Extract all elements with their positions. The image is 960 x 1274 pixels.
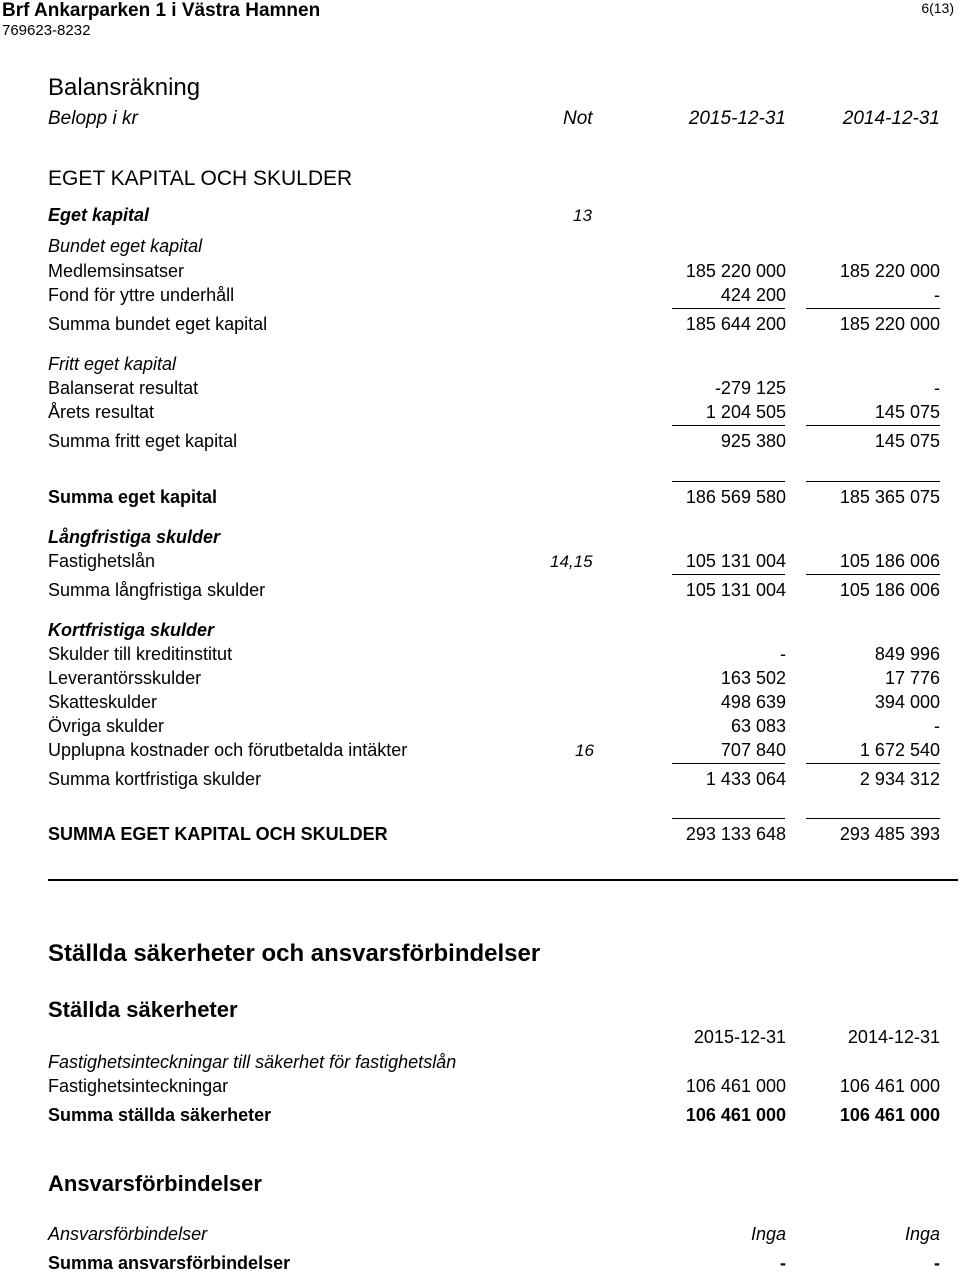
table-row-value-2014: 17 776 [884,668,940,688]
table-row-label: Fond för yttre underhåll [48,285,235,305]
contingent-sum-2015: - [780,1253,786,1273]
column-header-year-2015: 2015-12-31 [688,108,786,129]
long-term-sum-label: Summa långfristiga skulder [48,580,266,600]
bound-equity-heading: Bundet eget kapital [48,236,203,256]
table-row-value-2014: 106 461 000 [839,1076,940,1096]
sum-divider [806,818,940,819]
table-row-value-2015: 63 083 [730,716,786,736]
table-row-value-2014: 1 672 540 [859,740,940,760]
table-row-label: Årets resultat [48,402,155,422]
table-row-value-2014: - [934,285,940,305]
column-header-label: Belopp i kr [48,108,138,129]
short-term-liabilities-heading: Kortfristiga skulder [48,620,215,640]
long-term-liabilities-heading: Långfristiga skulder [48,527,221,547]
short-term-sum-2015: 1 433 064 [705,769,786,789]
pledged-year-2014: 2014-12-31 [847,1027,940,1047]
organization-number: 769623-8232 [2,22,91,39]
bound-equity-sum-2015: 185 644 200 [685,314,786,334]
sum-divider [672,308,785,309]
bound-equity-sum-label: Summa bundet eget kapital [48,314,268,334]
pledged-sum-label: Summa ställda säkerheter [48,1105,272,1125]
equity-heading: Eget kapital [48,205,150,225]
section-title-equity-liabilities: EGET KAPITAL OCH SKULDER [48,167,353,190]
table-row-value-2015: 163 502 [720,668,786,688]
pledged-subtitle: Ställda säkerheter [48,997,238,1022]
pledged-sum-2015: 106 461 000 [685,1105,786,1125]
table-row-value-2015: 1 204 505 [705,402,786,422]
sum-divider [672,574,785,575]
table-row-label: Ansvarsförbindelser [48,1224,208,1244]
free-equity-sum-label: Summa fritt eget kapital [48,431,238,451]
table-row-label: Medlemsinsatser [48,261,185,281]
equity-total-2015: 186 569 580 [685,487,786,507]
table-row-value-2015: Inga [750,1224,786,1244]
long-term-sum-2015: 105 131 004 [685,580,786,600]
sum-divider [672,481,785,482]
table-row-label: Skulder till kreditinstitut [48,644,233,664]
contingent-sum-label: Summa ansvarsförbindelser [48,1253,291,1273]
contingent-subtitle: Ansvarsförbindelser [48,1171,262,1196]
grand-total-2014: 293 485 393 [839,824,940,844]
table-row-value-2014: 185 220 000 [839,261,940,281]
free-equity-sum-2015: 925 380 [720,431,786,451]
bound-equity-sum-2014: 185 220 000 [839,314,940,334]
table-row-value-2015: -279 125 [714,378,786,398]
table-row-note: 16 [575,741,594,760]
sum-divider [806,574,940,575]
pledged-year-2015: 2015-12-31 [693,1027,786,1047]
long-term-sum-2014: 105 186 006 [839,580,940,600]
table-row-value-2015: - [780,644,786,664]
sum-divider [672,818,785,819]
table-row-value-2014: 849 996 [874,644,940,664]
table-row-value-2014: 105 186 006 [839,551,940,571]
table-row-value-2015: 185 220 000 [685,261,786,281]
table-row-label: Balanserat resultat [48,378,199,398]
equity-total-2014: 185 365 075 [839,487,940,507]
equity-total-label: Summa eget kapital [48,487,218,507]
sum-divider [806,425,940,426]
free-equity-sum-2014: 145 075 [874,431,940,451]
sum-divider [672,763,785,764]
table-row-label: Upplupna kostnader och förutbetalda intäkter [48,740,408,760]
short-term-sum-2014: 2 934 312 [859,769,940,789]
table-row-value-2014: Inga [904,1224,940,1244]
pledged-sum-2014: 106 461 000 [839,1105,940,1125]
grand-total-2015: 293 133 648 [685,824,786,844]
pledged-group-heading: Fastighetsinteckningar till säkerhet för fastighetslån [48,1052,457,1072]
column-header-note: Not [563,108,593,129]
table-row-label: Fastighetslån [48,551,156,571]
sum-divider [672,425,785,426]
section-divider [48,879,958,881]
sum-divider [806,763,940,764]
free-equity-heading: Fritt eget kapital [48,354,177,374]
pledged-section-title: Ställda säkerheter och ansvarsförbindelser [48,940,541,967]
page-title: Balansräkning [48,74,201,101]
table-row-label: Leverantörsskulder [48,668,202,688]
table-row-value-2015: 707 840 [720,740,786,760]
table-row-value-2015: 106 461 000 [685,1076,786,1096]
table-row-label: Övriga skulder [48,716,165,736]
table-row-value-2015: 424 200 [720,285,786,305]
table-row-value-2014: 394 000 [874,692,940,712]
table-row-label: Skatteskulder [48,692,158,712]
sum-divider [806,308,940,309]
organization-name: Brf Ankarparken 1 i Västra Hamnen [2,0,321,21]
short-term-sum-label: Summa kortfristiga skulder [48,769,262,789]
table-row-value-2014: - [934,378,940,398]
table-row-value-2015: 105 131 004 [685,551,786,571]
table-row-note: 14,15 [550,552,593,571]
page-number: 6(13) [921,0,954,16]
sum-divider [806,481,940,482]
contingent-sum-2014: - [934,1253,940,1273]
table-row-value-2014: - [934,716,940,736]
equity-note: 13 [573,206,592,225]
table-row-label: Fastighetsinteckningar [48,1076,229,1096]
grand-total-label: SUMMA EGET KAPITAL OCH SKULDER [48,824,388,844]
table-row-value-2014: 145 075 [874,402,940,422]
column-header-year-2014: 2014-12-31 [842,108,940,129]
table-row-value-2015: 498 639 [720,692,786,712]
